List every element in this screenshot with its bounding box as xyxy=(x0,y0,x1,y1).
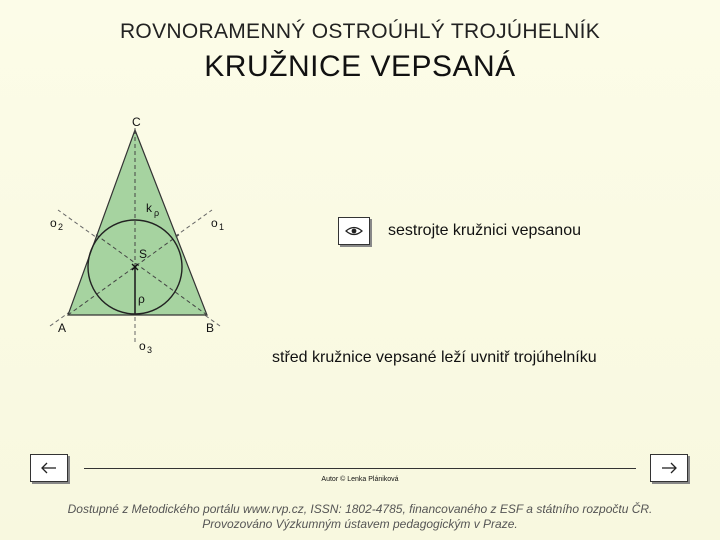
label-k-sub: ρ xyxy=(154,208,160,218)
answer-statement: střed kružnice vepsané leží uvnitř trojúhelníku xyxy=(272,349,597,366)
label-o3-sub: 3 xyxy=(147,345,153,355)
task-instruction: sestrojte kružnici vepsanou xyxy=(388,222,581,239)
label-s: S xyxy=(139,247,148,261)
footer-note xyxy=(0,502,720,532)
author-credit: Autor © Lenka Plániková xyxy=(321,476,399,483)
show-construction-button[interactable] xyxy=(338,217,370,245)
label-rho: ρ xyxy=(138,292,145,306)
label-o2-sub: 2 xyxy=(58,222,64,232)
page-title: ROVNORAMENNÝ OSTROÚHLÝ TROJÚHELNÍK xyxy=(119,20,601,43)
label-c: C xyxy=(132,115,141,129)
footer-line-2: Provozováno Výzkumným ústavem pedagogickým v Praze. xyxy=(202,517,518,531)
label-o1-sub: 1 xyxy=(219,222,225,232)
arrow-right-icon xyxy=(660,462,678,474)
eye-icon xyxy=(345,225,363,237)
triangle-diagram xyxy=(40,110,240,360)
label-a: A xyxy=(58,321,67,335)
label-o1: o xyxy=(211,216,218,230)
label-o2: o xyxy=(50,216,57,230)
triangle-abc xyxy=(68,130,207,315)
page-subtitle: KRUŽNICE VEPSANÁ xyxy=(204,50,516,83)
footer-line-1: Dostupné z Metodického portálu www.rvp.cz, ISSN: 1802-4785, financovaného z ESF a státního rozpočtu ČR. xyxy=(67,502,653,516)
label-k: k xyxy=(146,201,152,215)
arrow-left-icon xyxy=(40,462,58,474)
label-o3: o xyxy=(139,339,146,353)
footer-divider xyxy=(84,468,636,469)
label-b: B xyxy=(206,321,215,335)
